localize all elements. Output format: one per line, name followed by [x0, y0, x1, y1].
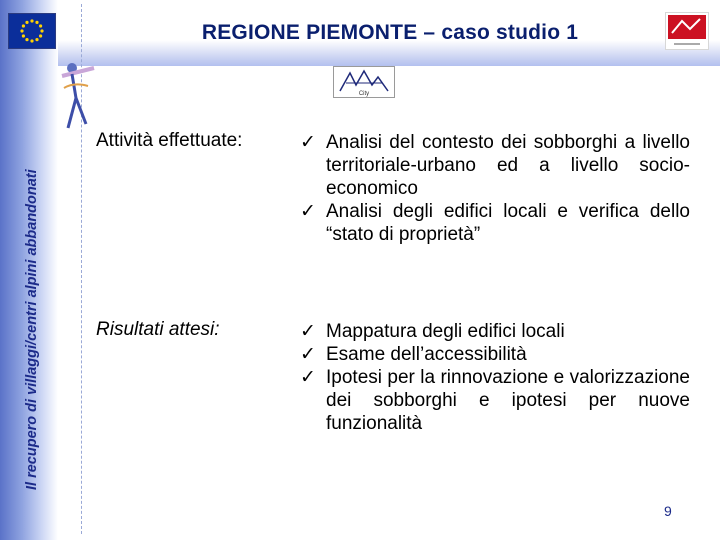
alpcity-logo — [333, 66, 395, 98]
interreg-logo — [665, 12, 709, 50]
alpcity-logo-text: City — [358, 91, 370, 97]
activities-list — [300, 131, 690, 246]
list-item-text: Ipotesi per la rinnovazione e valorizzazione dei sobborghi e ipotesi per nuove funzionalità — [326, 367, 690, 434]
check-icon: ✓ — [300, 344, 316, 365]
results-label: Risultati attesi: — [96, 319, 220, 340]
results-list — [300, 320, 690, 435]
list-item — [300, 200, 690, 246]
list-item — [300, 320, 690, 343]
list-item — [300, 343, 690, 366]
check-icon: ✓ — [300, 321, 316, 342]
page-title: REGIONE PIEMONTE – caso studio 1 — [201, 21, 579, 44]
dancer-figure-logo — [58, 58, 98, 136]
activities-label: Attività effettuate: — [96, 130, 243, 151]
check-icon: ✓ — [300, 201, 316, 222]
list-item — [300, 131, 690, 200]
list-item-text: Mappatura degli edifici locali — [326, 321, 565, 342]
check-icon: ✓ — [300, 132, 316, 153]
eu-flag-icon — [8, 13, 56, 49]
sidebar-caption: Il recupero di villaggi/centri alpini abbandonati — [24, 169, 40, 490]
page-number: 9 — [664, 503, 672, 519]
check-icon: ✓ — [300, 367, 316, 388]
list-item-text: Analisi degli edifici locali e verifica dello “stato di proprietà” — [326, 201, 690, 245]
list-item-text: Esame dell’accessibilità — [326, 344, 527, 365]
list-item-text: Analisi del contesto dei sobborghi a livello territoriale-urbano ed a livello socio-economico — [326, 132, 690, 199]
list-item — [300, 366, 690, 435]
